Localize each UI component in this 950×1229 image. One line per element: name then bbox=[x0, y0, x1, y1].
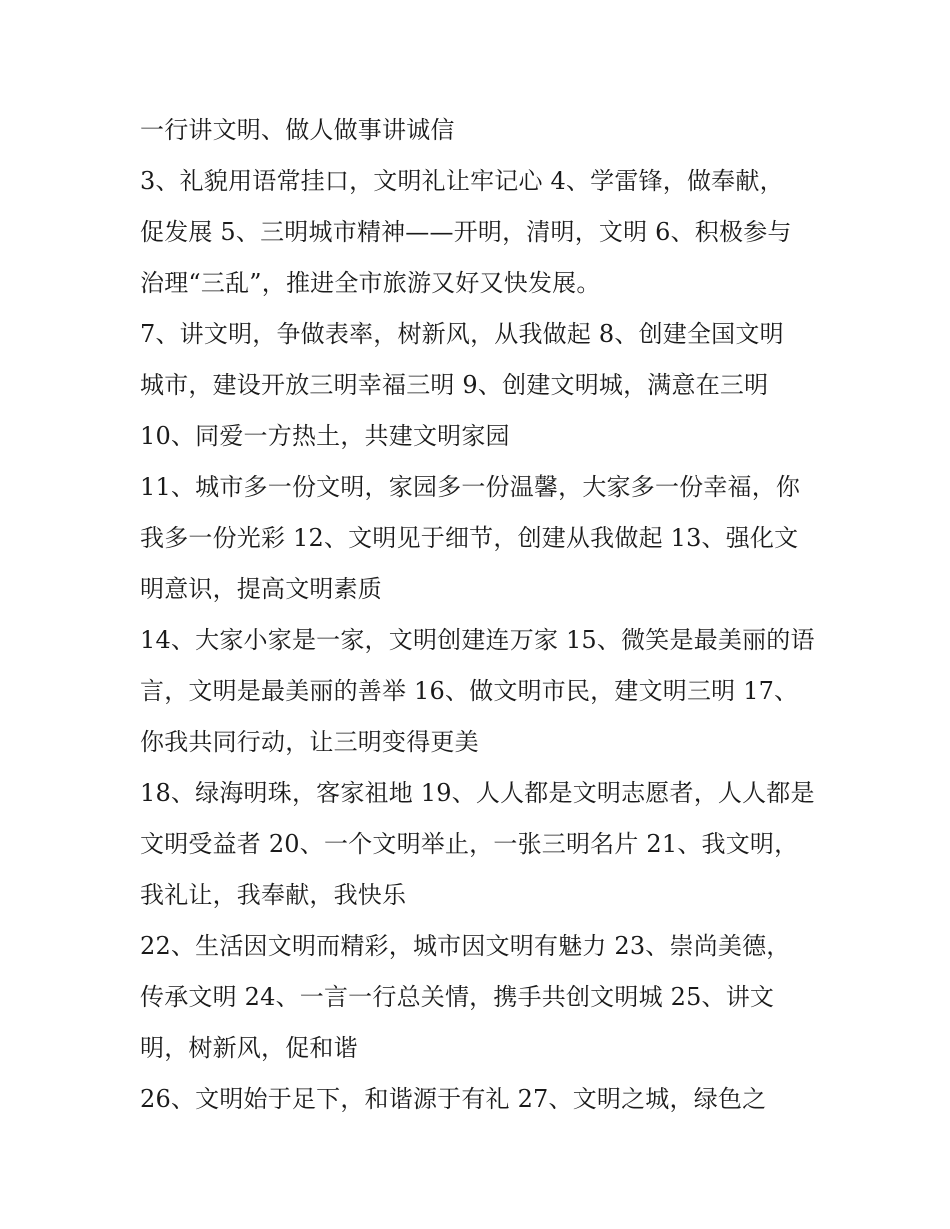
text-line: 22、生活因文明而精彩，城市因文明有魅力 23、崇尚美德， bbox=[140, 932, 791, 960]
text-line: 7、讲文明，争做表率，树新风，从我做起 8、创建全国文明 bbox=[140, 320, 784, 348]
text-line: 明意识，提高文明素质 bbox=[140, 575, 382, 603]
text-line: 你我共同行动，让三明变得更美 bbox=[140, 728, 479, 756]
text-line: 城市，建设开放三明幸福三明 9、创建文明城，满意在三明 bbox=[140, 371, 769, 399]
text-line: 3、礼貌用语常挂口，文明礼让牢记心 4、学雷锋，做奉献， bbox=[140, 167, 784, 195]
text-line: 11、城市多一份文明，家园多一份温馨，大家多一份幸福，你 bbox=[140, 473, 801, 501]
text-line: 促发展 5、三明城市精神——开明，清明，文明 6、积极参与 bbox=[140, 218, 792, 246]
text-line: 14、大家小家是一家，文明创建连万家 15、微笑是最美丽的语 bbox=[140, 626, 815, 654]
text-line: 文明受益者 20、一个文明举止，一张三明名片 21、我文明， bbox=[140, 830, 799, 858]
text-line: 26、文明始于足下，和谐源于有礼 27、文明之城，绿色之 bbox=[140, 1085, 767, 1113]
text-line: 10、同爱一方热土，共建文明家园 bbox=[140, 422, 510, 450]
text-line: 一行讲文明、做人做事讲诚信 bbox=[140, 116, 455, 144]
text-line: 治理“三乱”，推进全市旅游又好又快发展。 bbox=[140, 269, 601, 297]
text-line: 言，文明是最美丽的善举 16、做文明市民，建文明三明 17、 bbox=[140, 677, 799, 705]
text-line: 我多一份光彩 12、文明见于细节，创建从我做起 13、强化文 bbox=[140, 524, 799, 552]
text-line: 18、绿海明珠，客家祖地 19、人人都是文明志愿者，人人都是 bbox=[140, 779, 815, 807]
text-line: 明，树新风，促和谐 bbox=[140, 1034, 358, 1062]
text-line: 我礼让，我奉献，我快乐 bbox=[140, 881, 407, 909]
document-body bbox=[140, 105, 820, 1125]
text-line: 传承文明 24、一言一行总关情，携手共创文明城 25、讲文 bbox=[140, 983, 775, 1011]
